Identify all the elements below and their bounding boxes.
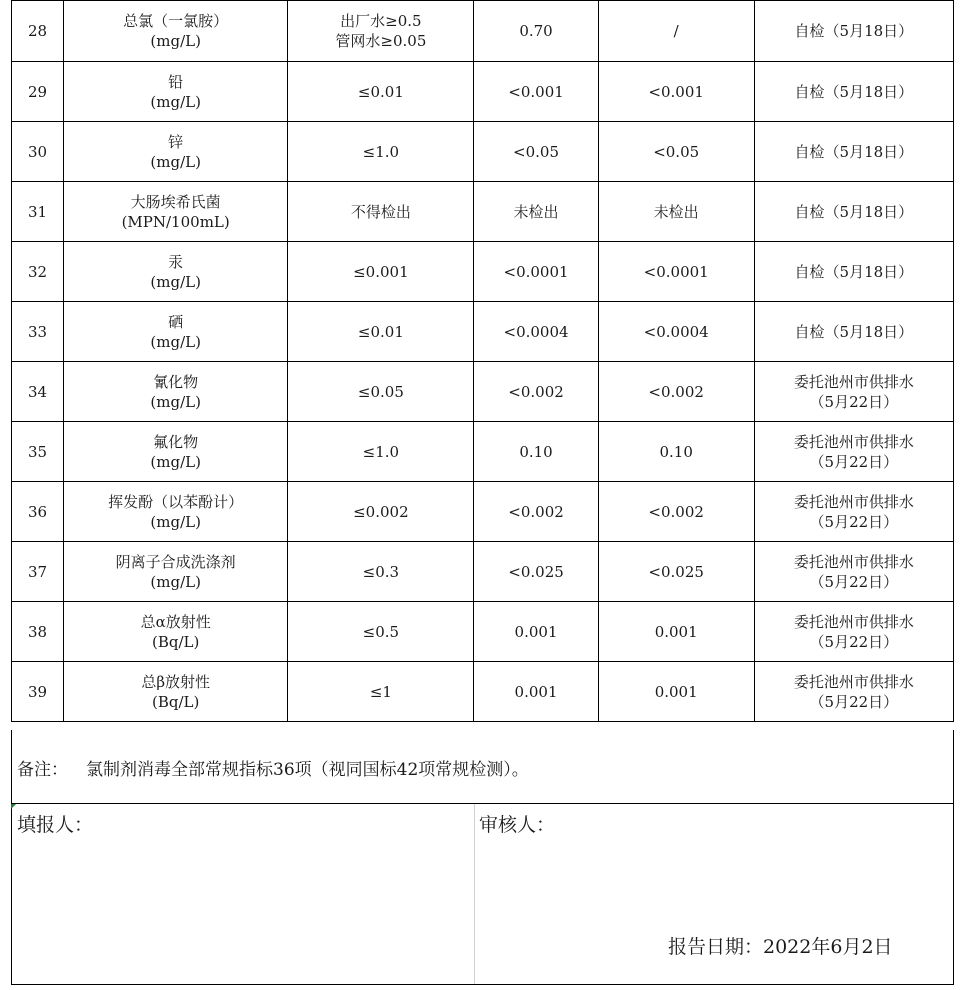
result-plant-cell [474,422,598,482]
result-value: <0.0001 [503,262,569,281]
indicator-unit: (mg/L) [150,512,201,531]
indicator-name: 锌 [168,132,184,151]
limit-value: ≤0.001 [353,262,409,281]
indicator-name: 大肠埃希氏菌 [130,192,221,211]
limit-cell [288,422,474,482]
result-value: 未检出 [513,202,559,221]
test-method: （5月22日） [809,392,899,411]
table-row [12,542,954,602]
indicator-name: 总α放射性 [140,612,211,631]
result-value: <0.0004 [503,322,569,341]
limit-cell [288,602,474,662]
test-method: 自检（5月18日） [794,262,914,281]
result-value: <0.002 [648,502,704,521]
table-row [12,62,954,122]
result-plant-cell [474,242,598,302]
result-value: 0.10 [519,442,553,461]
reviewer-label: 审核人： [479,814,556,836]
result-value: 0.001 [514,682,558,701]
test-method-cell [754,122,953,182]
limit-value: 不得检出 [350,202,411,221]
row-number: 38 [27,622,48,641]
row-number: 34 [27,382,48,401]
row-number-cell [12,602,64,662]
indicator-cell [64,182,288,242]
result-value: 0.10 [659,442,693,461]
result-value: <0.001 [508,82,564,101]
result-plant-cell [474,1,598,62]
test-method-cell [754,182,953,242]
limit-value: ≤0.05 [357,382,404,401]
test-method: （5月22日） [809,452,899,471]
indicator-name: 铅 [168,72,184,91]
signoff-section [11,804,954,985]
indicator-cell [64,422,288,482]
result-value: <0.05 [653,142,700,161]
result-plant-cell [474,542,598,602]
result-network-cell [598,302,754,362]
test-method-cell [754,662,953,722]
remarks-label: 备注： [17,760,68,780]
row-number: 36 [27,502,48,521]
indicator-cell [64,362,288,422]
test-method: （5月22日） [809,632,899,651]
indicator-unit: (mg/L) [150,392,201,411]
result-network-cell [598,482,754,542]
row-number-cell [12,1,64,62]
remarks-text: 氯制剂消毒全部常规指标36项（视同国标42项常规检测）。 [86,760,529,780]
result-value: <0.001 [648,82,704,101]
test-method: 自检（5月18日） [794,82,914,101]
row-number: 37 [27,562,48,581]
result-value: <0.002 [508,502,564,521]
row-number-cell [12,422,64,482]
test-method: （5月22日） [809,692,899,711]
test-method: 委托池州市供排水 [793,552,914,571]
indicator-cell [64,62,288,122]
limit-cell [288,242,474,302]
test-method-cell [754,602,953,662]
indicator-unit: (mg/L) [150,92,201,111]
limit-value: ≤0.5 [362,622,400,641]
limit-cell [288,482,474,542]
result-network-cell [598,182,754,242]
indicator-unit: (mg/L) [150,452,201,471]
indicator-unit: (mg/L) [150,32,201,50]
test-method-cell [754,1,953,62]
result-value: 未检出 [653,202,699,221]
limit-value: 出厂水≥0.5 [340,12,422,30]
result-value: 0.70 [519,22,553,40]
row-number: 32 [27,262,48,281]
result-plant-cell [474,602,598,662]
indicator-name: 阴离子合成洗涤剂 [115,552,236,571]
remarks-section [11,730,954,804]
result-value: 0.001 [654,682,698,701]
row-number-cell [12,542,64,602]
result-network-cell [598,62,754,122]
indicator-name: 汞 [168,252,184,271]
test-method-cell [754,482,953,542]
result-value: <0.05 [513,142,560,161]
indicator-cell [64,1,288,62]
result-value: <0.025 [648,562,704,581]
row-number: 39 [27,682,48,701]
indicator-name: 挥发酚（以苯酚计） [108,492,244,511]
table-row [12,182,954,242]
indicator-unit: (Bq/L) [151,632,200,651]
indicator-name: 氰化物 [153,372,199,391]
table-row [12,122,954,182]
row-number: 35 [27,442,48,461]
test-method: 委托池州市供排水 [793,372,914,391]
limit-value: ≤0.3 [362,562,400,581]
row-number-cell [12,62,64,122]
test-method: 自检（5月18日） [794,142,914,161]
test-method-cell [754,302,953,362]
result-value: <0.002 [508,382,564,401]
limit-cell [288,122,474,182]
row-number-cell [12,662,64,722]
table-row [12,662,954,722]
limit-cell [288,62,474,122]
row-number-cell [12,122,64,182]
indicator-unit: (mg/L) [150,572,201,591]
result-network-cell [598,362,754,422]
table-row [12,1,954,62]
table-row [12,482,954,542]
limit-value: ≤0.01 [357,82,404,101]
result-value: <0.025 [508,562,564,581]
result-value: <0.0001 [643,262,709,281]
limit-value: ≤1.0 [362,442,400,461]
result-value: <0.002 [648,382,704,401]
result-plant-cell [474,662,598,722]
indicator-unit: (Bq/L) [151,692,200,711]
result-plant-cell [474,122,598,182]
filler-label: 填报人： [17,814,94,836]
test-method-cell [754,62,953,122]
table-row [12,362,954,422]
result-value: <0.0004 [643,322,709,341]
test-method: （5月22日） [809,572,899,591]
table-row [12,302,954,362]
indicator-unit: (mg/L) [150,272,201,291]
row-number: 29 [27,82,48,101]
test-method: 委托池州市供排水 [793,672,914,691]
limit-value: ≤0.002 [353,502,409,521]
row-number: 28 [27,22,48,40]
result-value: 0.001 [514,622,558,641]
signoff-divider [474,804,475,984]
row-number: 33 [27,322,48,341]
indicator-unit: (mg/L) [150,332,201,351]
indicator-name: 总β放射性 [141,672,210,691]
limit-value: ≤1.0 [362,142,400,161]
cell-corner-marker-icon [11,804,16,809]
test-method: 委托池州市供排水 [793,432,914,451]
result-network-cell [598,542,754,602]
result-plant-cell [474,362,598,422]
row-number: 31 [27,202,48,221]
indicator-cell [64,542,288,602]
test-method-cell [754,362,953,422]
indicator-cell [64,602,288,662]
table-row [12,242,954,302]
table-row [12,422,954,482]
table-body [12,1,954,722]
limit-cell [288,1,474,62]
result-network-cell [598,602,754,662]
limit-cell [288,542,474,602]
limit-cell [288,302,474,362]
limit-cell [288,362,474,422]
indicator-name: 硒 [168,312,184,331]
row-number-cell [12,302,64,362]
indicator-name: 总氯（一氯胺） [123,12,229,30]
result-network-cell [598,662,754,722]
result-network-cell [598,1,754,62]
indicator-unit: (MPN/100mL) [121,212,230,231]
test-method: （5月22日） [809,512,899,531]
indicator-name: 氟化物 [153,432,199,451]
test-method-cell [754,422,953,482]
test-method-cell [754,242,953,302]
result-plant-cell [474,62,598,122]
result-network-cell [598,422,754,482]
row-number-cell [12,182,64,242]
indicator-cell [64,122,288,182]
row-number-cell [12,242,64,302]
indicator-cell [64,662,288,722]
test-method: 委托池州市供排水 [793,612,914,631]
indicator-cell [64,302,288,362]
row-number: 30 [27,142,48,161]
result-plant-cell [474,182,598,242]
test-method: 委托池州市供排水 [793,492,914,511]
row-number-cell [12,362,64,422]
limit-cell [288,662,474,722]
table-row [12,602,954,662]
limit-value: 管网水≥0.05 [335,32,427,50]
limit-value: ≤1 [369,682,392,701]
test-method: 自检（5月18日） [794,22,914,40]
test-method-cell [754,542,953,602]
result-plant-cell [474,482,598,542]
row-number-cell [12,482,64,542]
indicator-cell [64,482,288,542]
test-method: 自检（5月18日） [794,202,914,221]
indicator-cell [64,242,288,302]
result-value: 0.001 [654,622,698,641]
limit-cell [288,182,474,242]
test-method: 自检（5月18日） [794,322,914,341]
water-quality-table [11,0,954,722]
limit-value: ≤0.01 [357,322,404,341]
result-network-cell [598,122,754,182]
result-plant-cell [474,302,598,362]
indicator-unit: (mg/L) [150,152,201,171]
result-value: / [673,22,679,40]
report-date: 报告日期：2022年6月2日 [668,936,893,958]
result-network-cell [598,242,754,302]
